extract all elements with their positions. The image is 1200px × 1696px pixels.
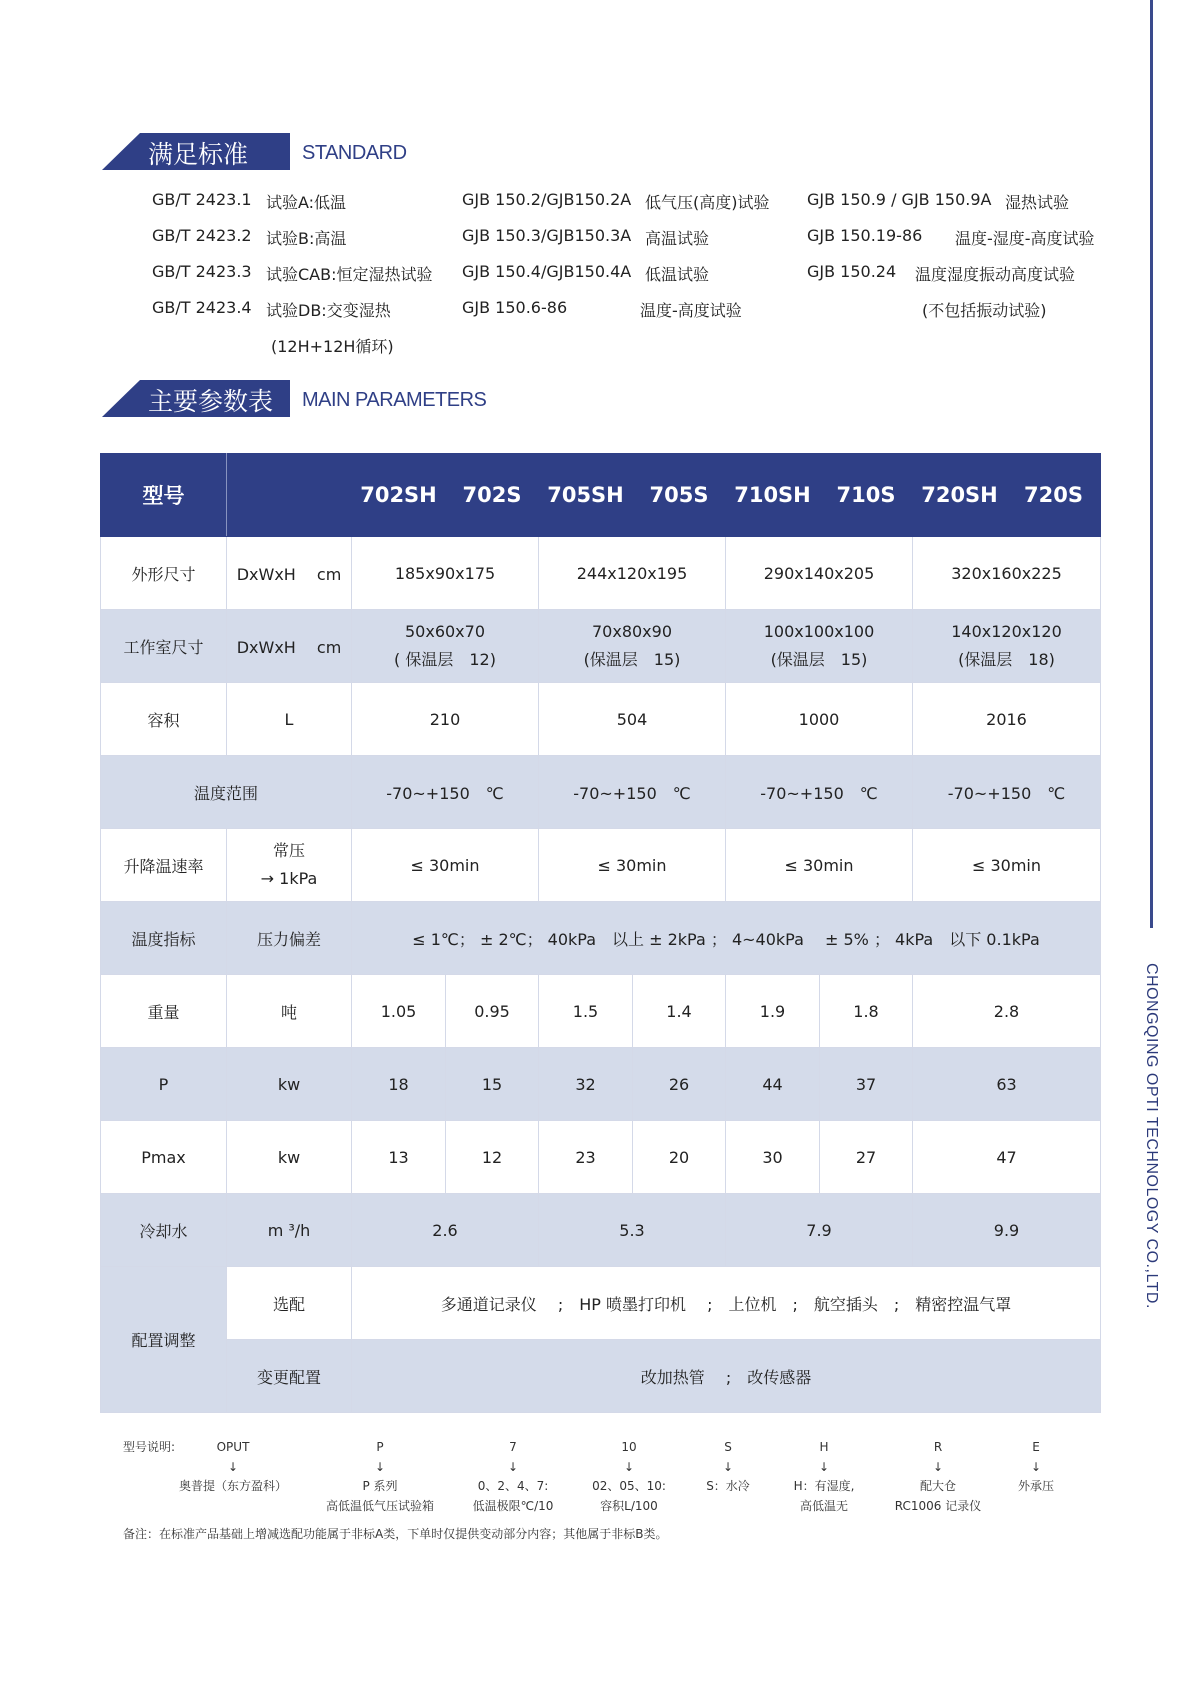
row-config-optional: 配置调整 选配 多通道记录仪 ; HP 喷墨打印机 ; 上位机 ; 航空插头 ; 精密控温气罩 [101,1267,1101,1340]
table-header-row [101,454,1101,537]
standard-title-cn: 满足标准 [148,140,249,169]
model-710SH: 710SH [726,454,820,537]
standard-row: GB/T 2423.4 试验DB:交变湿热 GJB 150.6-86 温度-高度试验 (不包括振动试验) [152,298,1047,320]
row-outer-size: 外形尺寸 DxWxH cm 185x90x175 244x120x195 290x140x205 320x160x225 [101,537,1101,610]
row-temp-range: 温度范围 -70~+150 ℃ -70~+150 ℃ -70~+150 ℃ -70~+150 ℃ [101,756,1101,829]
standard-row: GB/T 2423.3 试验CAB:恒定湿热试验 GJB 150.4/GJB150.4A 低温试验 GJB 150.24 温度湿度振动高度试验 [152,262,1076,284]
parameter-table [100,453,1101,1413]
model-note-col: OPUT ↓ 奥普提（东方盈科） [178,1440,288,1493]
model-note-col: E ↓ 外承压 [1017,1440,1055,1493]
row-weight: 重量 吨 1.05 0.95 1.5 1.4 1.9 1.8 2.8 [101,975,1101,1048]
model-705SH: 705SH [539,454,633,537]
standard-row: (12H+12H循环) [271,337,394,356]
row-config-change: 变更配置 改加热管 ; 改传感器 [101,1340,1101,1413]
model-702S: 702S [446,454,539,537]
standard-title-en: STANDARD [302,142,407,164]
row-power: P kw 18 15 32 26 44 37 63 [101,1048,1101,1121]
standard-row: GB/T 2423.1 试验A:低温 GJB 150.2/GJB150.2A 低气压(高度)试验 GJB 150.9 / GJB 150.9A 湿热试验 [152,190,1070,212]
model-note-col: H ↓ H：有湿度, 高低温无 [793,1440,855,1513]
row-chamber-size: 工作室尺寸 DxWxH cm 50x60x70 ( 保温层 12) 70x80x90 (保温层 15) 100x100x100 (保温层 15) 140x120x120 (保温层 18) [101,610,1101,683]
row-rate: 升降温速率 常压 → 1kPa ≤ 30min ≤ 30min ≤ 30min ≤ 30min [101,829,1101,902]
params-title-en: MAIN PARAMETERS [302,389,487,411]
model-702SH: 702SH [352,454,446,537]
header-model-label: 型号 [101,454,227,537]
model-note-col: 10 ↓ 02、05、10: 容积L/100 [592,1440,666,1513]
row-pmax: Pmax kw 13 12 23 20 30 27 47 [101,1121,1101,1194]
model-note-col: R ↓ 配大仓 RC1006 记录仪 [894,1440,982,1513]
row-temp-index: 温度指标 压力偏差 ≤ 1℃； ± 2℃； 40kPa 以上 ± 2kPa ； 4~40kPa ± 5% ； 4kPa 以下 0.1kPa [101,902,1101,975]
model-720SH: 720SH [913,454,1007,537]
side-decor-line [1150,0,1153,928]
model-705S: 705S [633,454,726,537]
row-cooling-water: 冷却水 m ³/h 2.6 5.3 7.9 9.9 [101,1194,1101,1267]
model-note-col: 7 ↓ 0、2、4、7: 低温极限℃/10 [472,1440,554,1513]
standard-row: GB/T 2423.2 试验B:高温 GJB 150.3/GJB150.3A 高温试验 GJB 150.19-86 温度-湿度-高度试验 [152,226,1095,248]
model-note-col: S ↓ S：水冷 [706,1440,750,1493]
params-title-cn: 主要参数表 [148,387,274,416]
remark-note: 备注：在标准产品基础上增减选配功能属于非标A类，下单时仅提供变动部分内容；其他属于非标B类。 [123,1527,668,1541]
model-note-col: P ↓ P 系列 高低温低气压试验箱 [325,1440,435,1513]
company-vertical-text: CHONGQING OPTI TECHNOLOGY CO.,LTD. [1143,963,1160,1309]
model-710S: 710S [820,454,913,537]
row-volume: 容积 L 210 504 1000 2016 [101,683,1101,756]
model-720S: 720S [1007,454,1101,537]
